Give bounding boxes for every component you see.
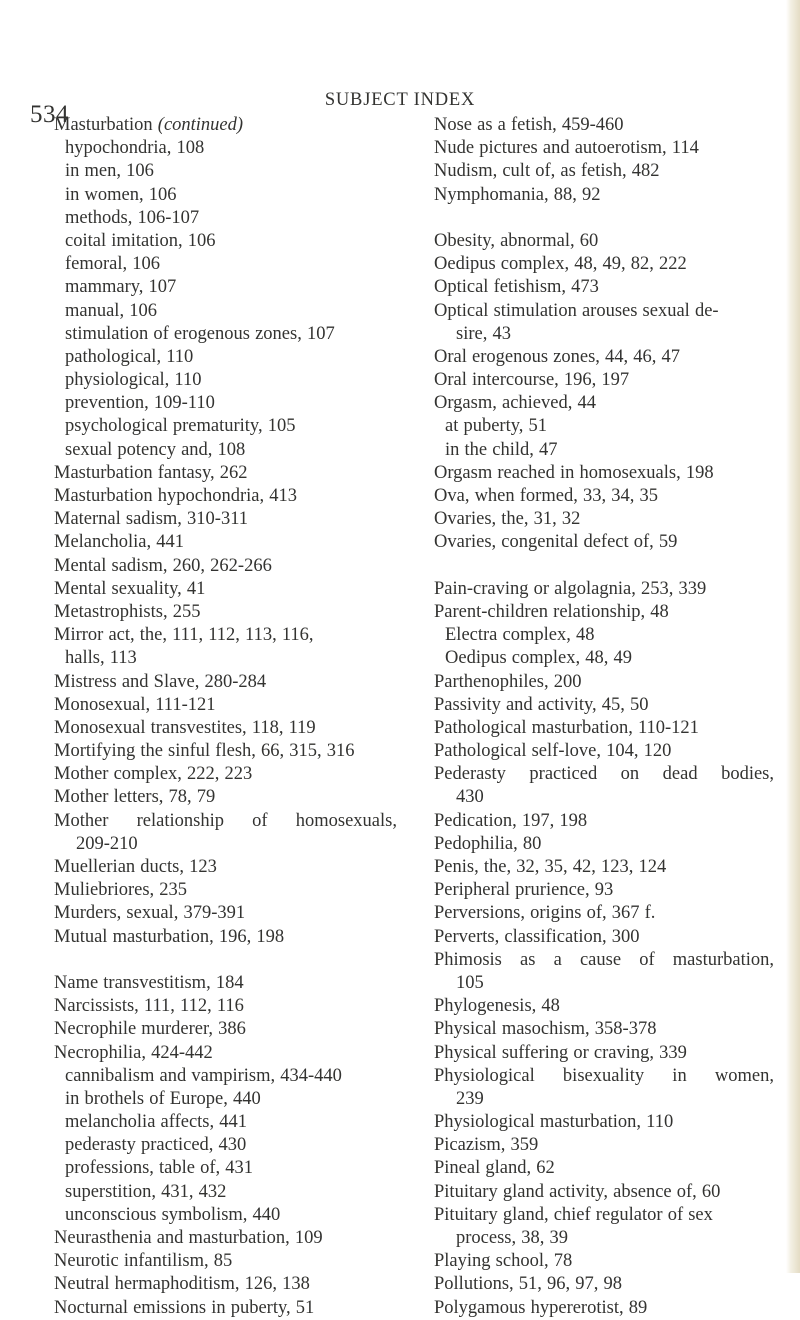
section-gap	[434, 555, 774, 578]
index-subentry: superstition, 431, 432	[65, 1181, 227, 1202]
index-entry: Mental sadism, 260, 262-266	[54, 555, 272, 576]
section-gap	[54, 949, 397, 972]
index-subentry: cannibalism and vampirism, 434-440	[65, 1065, 342, 1086]
index-entry: Physiological bisexuality in women,	[434, 1065, 774, 1086]
index-entry-continuation: process, 38, 39	[456, 1228, 568, 1248]
page-number: 534	[30, 101, 69, 128]
index-subentry: psychological prematurity, 105	[65, 416, 296, 437]
index-entry: Monosexual transvestites, 118, 119	[54, 717, 316, 738]
index-subentry: coital imitation, 106	[65, 230, 216, 251]
index-entry: Pedophilia, 80	[434, 833, 542, 854]
index-subentry: in women, 106	[65, 184, 177, 205]
index-entry: Neutral hermaphoditism, 126, 138	[54, 1274, 310, 1295]
index-entry: Penis, the, 32, 35, 42, 123, 124	[434, 857, 667, 877]
index-subentry: in brothels of Europe, 440	[65, 1088, 261, 1109]
continued-marker: (continued)	[157, 115, 244, 135]
index-entry: Neurasthenia and masturbation, 109	[54, 1228, 323, 1248]
index-subentry: pathological, 110	[65, 346, 194, 367]
index-entry: Nudism, cult of, as fetish, 482	[434, 161, 660, 182]
index-subentry: in the child, 47	[445, 439, 558, 460]
index-entry: Maternal sadism, 310-311	[54, 509, 249, 530]
index-entry: Pathological self-love, 104, 120	[434, 741, 672, 762]
index-entry: Peripheral prurience, 93	[434, 880, 614, 901]
index-column-left	[54, 114, 397, 1320]
index-entry: Phimosis as a cause of masturbation,	[434, 949, 774, 970]
index-entry: Oral intercourse, 196, 197	[434, 370, 630, 391]
page-edge-shadow	[786, 0, 800, 1273]
index-subentry: at puberty, 51	[445, 416, 548, 437]
index-entry: Parthenophiles, 200	[434, 671, 582, 692]
index-entry: Physical suffering or craving, 339	[434, 1042, 687, 1063]
index-subentry: femoral, 106	[65, 254, 161, 275]
index-entry: Pollutions, 51, 96, 97, 98	[434, 1274, 623, 1295]
index-subentry: stimulation of erogenous zones, 107	[65, 323, 335, 344]
index-entry: Pain-craving or algolagnia, 253, 339	[434, 578, 707, 599]
index-entry: Physical masochism, 358-378	[434, 1019, 657, 1040]
index-entry: Ova, when formed, 33, 34, 35	[434, 486, 658, 506]
index-entry: Picazism, 359	[434, 1135, 539, 1156]
index-entry: Optical fetishism, 473	[434, 277, 599, 298]
index-entry: Mistress and Slave, 280-284	[54, 671, 267, 692]
index-entry: Necrophilia, 424-442	[54, 1042, 213, 1063]
index-entry: Oedipus complex, 48, 49, 82, 222	[434, 254, 687, 275]
index-subentry: pederasty practiced, 430	[65, 1135, 247, 1156]
index-subentry: sexual potency and, 108	[65, 439, 246, 460]
index-entry: Orgasm reached in homosexuals, 198	[434, 462, 714, 483]
index-entry-continuation: 430	[456, 787, 484, 808]
index-entry-continuation: 105	[456, 972, 484, 993]
index-entry: Mirror act, the, 111, 112, 113, 116,	[54, 625, 314, 646]
index-entry: Masturbation fantasy, 262	[54, 462, 248, 483]
index-subentry: melancholia affects, 441	[65, 1112, 247, 1133]
index-term: Masturbation	[54, 115, 158, 135]
index-subentry: professions, table of, 431	[65, 1158, 254, 1179]
index-entry: Orgasm, achieved, 44	[434, 393, 596, 414]
index-entry: Nude pictures and autoerotism, 114	[434, 138, 699, 159]
index-entry: Melancholia, 441	[54, 532, 184, 553]
index-entry: Monosexual, 111-121	[54, 694, 216, 715]
index-subentry: manual, 106	[65, 300, 157, 321]
index-subentry: physiological, 110	[65, 370, 202, 391]
index-entry: Muellerian ducts, 123	[54, 857, 217, 877]
index-entry: Nocturnal emissions in puberty, 51	[54, 1297, 315, 1318]
index-entry: Perverts, classification, 300	[434, 926, 640, 947]
index-entry: Pathological masturbation, 110-121	[434, 717, 699, 738]
index-entry: Ovaries, congenital defect of, 59	[434, 532, 678, 553]
index-entry: Playing school, 78	[434, 1251, 573, 1272]
index-column-right	[434, 114, 774, 1320]
index-entry: Masturbation hypochondria, 413	[54, 486, 297, 506]
index-entry: Optical stimulation arouses sexual de-	[434, 300, 719, 321]
index-subentry: Oedipus complex, 48, 49	[445, 648, 632, 669]
index-subentry: mammary, 107	[65, 277, 177, 298]
index-entry: Mother relationship of homosexuals,	[54, 810, 397, 831]
index-entry-continuation: 209-210	[76, 833, 138, 854]
index-entry: Mutual masturbation, 196, 198	[54, 926, 285, 947]
index-entry: Pituitary gland, chief regulator of sex	[434, 1204, 713, 1225]
index-entry: Necrophile murderer, 386	[54, 1019, 246, 1040]
index-entry-continuation: sire, 43	[456, 323, 511, 344]
index-subentry: prevention, 109-110	[65, 393, 215, 414]
index-entry: Parent-children relationship, 48	[434, 601, 669, 622]
index-entry: Passivity and activity, 45, 50	[434, 694, 649, 715]
index-entry: Obesity, abnormal, 60	[434, 230, 599, 251]
index-entry: Ovaries, the, 31, 32	[434, 509, 581, 530]
index-entry: Phylogenesis, 48	[434, 996, 560, 1017]
index-entry: Neurotic infantilism, 85	[54, 1251, 233, 1272]
index-entry: Polygamous hypererotist, 89	[434, 1297, 648, 1318]
index-entry: Nymphomania, 88, 92	[434, 184, 601, 205]
index-entry: Narcissists, 111, 112, 116	[54, 996, 244, 1017]
index-entry: Metastrophists, 255	[54, 601, 201, 622]
index-entry: Oral erogenous zones, 44, 46, 47	[434, 346, 681, 367]
section-gap	[434, 207, 774, 230]
index-entry: Perversions, origins of, 367 f.	[434, 903, 656, 924]
running-header: SUBJECT INDEX	[324, 90, 476, 110]
index-entry: Mother complex, 222, 223	[54, 764, 253, 785]
index-entry	[54, 114, 397, 137]
index-entry: Pederasty practiced on dead bodies,	[434, 764, 774, 785]
index-entry: Pineal gland, 62	[434, 1158, 555, 1179]
index-entry: Mortifying the sinful flesh, 66, 315, 316	[54, 741, 355, 762]
index-subentry: hypochondria, 108	[65, 138, 205, 159]
index-entry: Pituitary gland activity, absence of, 60	[434, 1181, 721, 1202]
index-entry: Mother letters, 78, 79	[54, 787, 216, 808]
index-entry: Murders, sexual, 379-391	[54, 903, 246, 924]
index-subentry: methods, 106-107	[65, 207, 200, 228]
index-entry: Nose as a fetish, 459-460	[434, 115, 624, 135]
index-entry-continuation: 239	[456, 1088, 484, 1109]
index-entry: Pedication, 197, 198	[434, 810, 588, 831]
index-subentry: in men, 106	[65, 161, 154, 182]
index-subentry: Electra complex, 48	[445, 625, 595, 646]
index-subentry: halls, 113	[65, 648, 137, 669]
index-subentry: unconscious symbolism, 440	[65, 1204, 281, 1225]
index-entry: Physiological masturbation, 110	[434, 1112, 674, 1133]
index-entry: Mental sexuality, 41	[54, 578, 206, 599]
index-entry: Muliebriores, 235	[54, 880, 188, 901]
index-entry: Name transvestitism, 184	[54, 972, 244, 993]
